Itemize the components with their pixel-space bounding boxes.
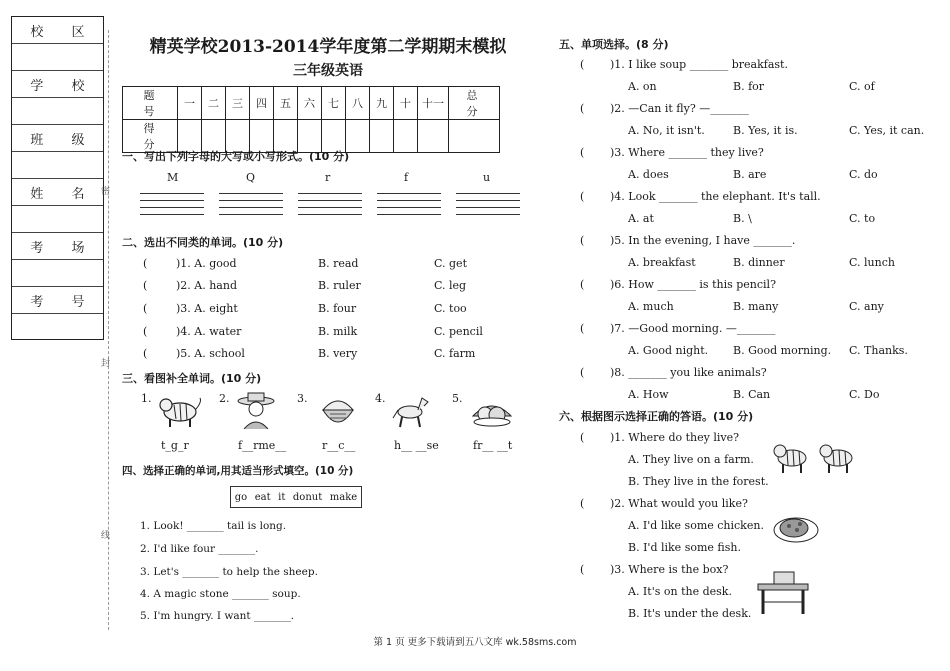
letter-prompt: u — [483, 171, 491, 184]
word-bank-item: go — [234, 491, 248, 503]
score-row-label: 得 分 — [123, 120, 178, 153]
word-blank: fr__ __t — [473, 439, 513, 452]
fill-sentence[interactable]: 5. I'm hungry. I want _______. — [140, 610, 295, 622]
word-bank — [230, 486, 362, 508]
score-col: 四 — [250, 87, 274, 120]
word-blank: f__rme__ — [238, 439, 287, 452]
info-field-campus[interactable] — [12, 44, 103, 71]
fill-sentence[interactable]: 1. Look! _______ tail is long. — [140, 520, 287, 532]
score-col: 六 — [298, 87, 322, 120]
section6-title: 六、根据图示选择正确的答语。(10 分) — [559, 410, 754, 423]
score-col: 三 — [226, 87, 250, 120]
info-label-campus: 校 区 — [12, 17, 103, 44]
score-cell[interactable] — [418, 120, 449, 153]
word-bank-item: eat — [254, 491, 271, 503]
picture-num: 1. — [141, 392, 152, 405]
info-label-room: 考 场 — [12, 233, 103, 260]
word-bank-item: make — [329, 491, 358, 503]
word-bank-item: donut — [292, 491, 323, 503]
score-total-label: 总 分 — [449, 87, 500, 120]
student-info-panel — [11, 16, 104, 340]
fold-mark-line: 线 — [101, 531, 111, 541]
section5-title: 五、单项选择。(8 分) — [559, 38, 669, 51]
farmer-icon — [236, 391, 276, 429]
score-col: 五 — [274, 87, 298, 120]
picture-num: 4. — [375, 392, 386, 405]
word-bank-item: it — [278, 491, 286, 503]
section4-title: 四、选择正确的单词,用其适当形式填空。(10 分) — [122, 465, 354, 477]
score-cell[interactable] — [370, 120, 394, 153]
horse-icon — [392, 392, 430, 428]
two-tigers-icon — [772, 440, 858, 474]
tiger-icon — [158, 394, 202, 428]
score-col: 九 — [370, 87, 394, 120]
score-col: 十一 — [418, 87, 449, 120]
fill-sentence[interactable]: 2. I'd like four _______. — [140, 543, 259, 555]
score-col: 二 — [202, 87, 226, 120]
letter-prompt: Q — [246, 171, 256, 184]
word-blank: h__ __se — [394, 439, 439, 452]
section2-title: 二、选出不同类的单词。(10 分) — [122, 236, 284, 249]
page-subtitle: 三年级英语 — [293, 63, 363, 79]
info-field-school[interactable] — [12, 98, 103, 125]
section3-title: 三、看图补全单词。(10 分) — [122, 372, 262, 385]
info-field-class[interactable] — [12, 152, 103, 179]
picture-num: 5. — [452, 392, 463, 405]
fill-sentence[interactable]: 3. Let's _______ to help the sheep. — [140, 566, 318, 578]
letter-prompt: M — [167, 171, 179, 184]
fold-mark-seal-2: 封 — [101, 359, 111, 369]
fold-mark-seal: 密 — [101, 187, 111, 197]
rice-bowl-icon — [320, 394, 356, 428]
picture-num: 3. — [297, 392, 308, 405]
score-col: 一 — [178, 87, 202, 120]
score-col: 七 — [322, 87, 346, 120]
letter-prompt: r — [325, 171, 331, 184]
score-col: 八 — [346, 87, 370, 120]
picture-num: 2. — [219, 392, 230, 405]
score-table — [122, 86, 500, 153]
info-label-name: 姓 名 — [12, 179, 103, 206]
score-cell[interactable] — [394, 120, 418, 153]
fill-sentence[interactable]: 4. A magic stone _______ soup. — [140, 588, 301, 600]
word-blank: r__c__ — [322, 439, 356, 452]
page-title: 精英学校2013-2014学年度第二学期期末模拟 — [149, 37, 507, 57]
score-col: 十 — [394, 87, 418, 120]
score-total-cell[interactable] — [449, 120, 500, 153]
info-label-class: 班 级 — [12, 125, 103, 152]
section1-title: 一、写出下列字母的大写或小写形式。(10 分) — [122, 150, 350, 163]
word-blank: t_g_r — [161, 439, 189, 452]
info-label-exam-number: 考 号 — [12, 287, 103, 314]
info-field-room[interactable] — [12, 260, 103, 287]
info-field-exam-number[interactable] — [12, 314, 103, 341]
info-field-name[interactable] — [12, 206, 103, 233]
info-label-school: 学 校 — [12, 71, 103, 98]
desk-with-box-icon — [756, 570, 812, 616]
chicken-plate-icon — [772, 512, 820, 544]
page-footer: 第 1 页 更多下载请到五八文库 wk.58sms.com — [373, 637, 577, 648]
score-row-label: 题 号 — [123, 87, 178, 120]
letter-prompt: f — [404, 171, 409, 184]
fruit-icon — [471, 394, 513, 428]
